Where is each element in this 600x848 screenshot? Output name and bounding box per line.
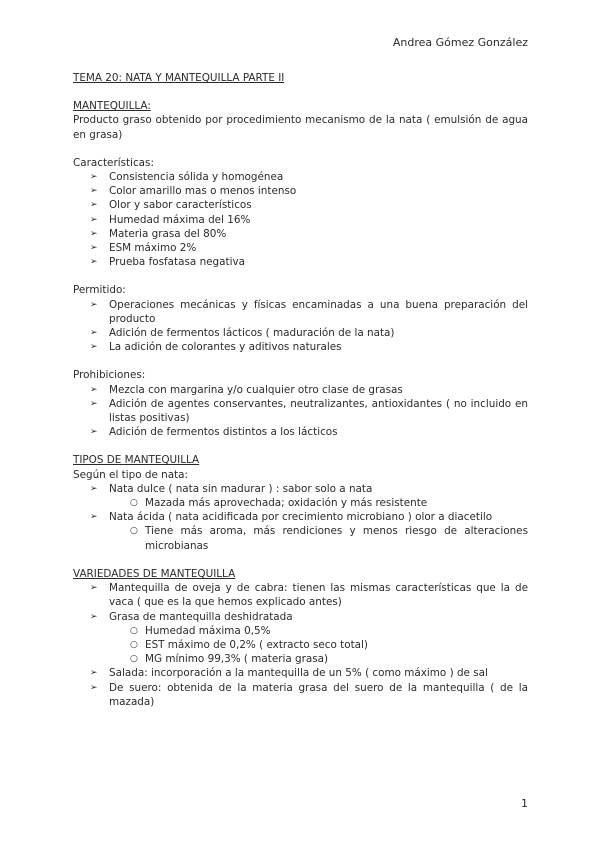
list-item: ➢ Mantequilla de oveja y de cabra: tienen las mismas características que la de vaca ( que es la que hemos explicado antes) [90,582,528,609]
arrow-bullet-icon: ➢ [90,583,98,594]
list-item: ➢ Prueba fosfatasa negativa [90,256,245,269]
prohibiciones-list [73,383,528,440]
list-item: ➢ La adición de colorantes y aditivos naturales [90,341,342,354]
arrow-bullet-icon: ➢ [90,398,98,409]
sub-list-item: ○ Tiene más aroma, más rendiciones y menos riesgo de alteraciones microbianas [130,525,528,552]
definition-paragraph: Producto graso obtenido por procedimiento mecanismo de la nata ( emulsión de agua en grasa) [73,114,528,141]
section-heading-caracteristicas: Características: [73,156,154,169]
list-item: ➢ Humedad máxima del 16% [90,213,251,226]
variedades-list [73,581,528,709]
sub-list-item: ○ MG mínimo 99,3% ( materia grasa) [130,653,329,666]
circle-bullet-icon: ○ [130,625,138,636]
sub-list-item: ○ Humedad máxima 0,5% [130,624,271,637]
list-item: ➢ De suero: obtenida de la materia grasa del suero de la mantequilla ( de la mazada) [90,681,528,708]
list-item: ➢ Adición de fermentos lácticos ( maduración de la nata) [90,327,395,340]
list-item: ➢ Nata ácida ( nata acidificada por crecimiento microbiano ) olor a diacetilo [90,511,493,524]
list-item: ➢ Adición de agentes conservantes, neutralizantes, antioxidantes ( no incluido en listas positivas) [90,397,528,425]
circle-bullet-icon: ○ [130,526,138,537]
list-item: ➢ Operaciones mecánicas y físicas encaminadas a una buena preparación del producto [90,298,528,325]
circle-bullet-icon: ○ [130,498,138,509]
page-title: TEMA 20: NATA Y MANTEQUILLA PARTE II [73,72,285,84]
tipos-list [73,482,528,553]
section-heading-variedades: VARIEDADES DE MANTEQUILLA [73,567,236,580]
arrow-bullet-icon: ➢ [90,668,98,679]
section-heading-mantequilla: MANTEQUILLA: [73,100,151,113]
list-item: ➢ Salada: incorporación a la mantequilla de un 5% ( como máximo ) de sal [90,667,488,680]
list-item: ➢ Color amarillo mas o menos intenso [90,185,297,198]
arrow-bullet-icon: ➢ [90,427,98,438]
arrow-bullet-icon: ➢ [90,200,98,211]
list-item: ➢ Nata dulce ( nata sin madurar ) : sabor solo a nata [90,482,373,495]
section-heading-permitido: Permitido: [73,284,126,297]
list-item: ➢ Olor y sabor característicos [90,199,252,212]
author-name: Andrea Gómez González [392,36,528,49]
arrow-bullet-icon: ➢ [90,328,98,339]
arrow-bullet-icon: ➢ [90,172,98,183]
arrow-bullet-icon: ➢ [90,512,98,523]
arrow-bullet-icon: ➢ [90,228,98,239]
caracteristicas-list [73,170,528,269]
list-item: ➢ Materia grasa del 80% [90,227,227,240]
list-item: ➢ Mezcla con margarina y/o cualquier otro clase de grasas [90,383,403,396]
list-item: ➢ Adición de fermentos distintos a los lácticos [90,426,338,439]
section-heading-prohibiciones: Prohibiciones: [73,369,146,382]
permitido-list [73,298,528,355]
arrow-bullet-icon: ➢ [90,342,98,353]
arrow-bullet-icon: ➢ [90,483,98,494]
circle-bullet-icon: ○ [130,654,138,665]
arrow-bullet-icon: ➢ [90,243,98,254]
arrow-bullet-icon: ➢ [90,384,98,395]
arrow-bullet-icon: ➢ [90,611,98,622]
tipos-intro: Según el tipo de nata: [73,468,189,481]
list-item: ➢ ESM máximo 2% [90,242,197,255]
arrow-bullet-icon: ➢ [90,257,98,268]
document-body [73,71,528,709]
list-item: ➢ Consistencia sólida y homogénea [90,171,284,184]
section-heading-tipos: TIPOS DE MANTEQUILLA [73,454,200,467]
arrow-bullet-icon: ➢ [90,186,98,197]
arrow-bullet-icon: ➢ [90,299,98,310]
sub-list-item: ○ EST máximo de 0,2% ( extracto seco total) [130,638,368,651]
arrow-bullet-icon: ➢ [90,214,98,225]
page-number: 1 [521,797,528,810]
list-item: ➢ Grasa de mantequilla deshidratada [90,610,293,623]
sub-list-item: ○ Mazada más aprovechada; oxidación y más resistente [130,497,428,510]
arrow-bullet-icon: ➢ [90,682,98,693]
circle-bullet-icon: ○ [130,639,138,650]
